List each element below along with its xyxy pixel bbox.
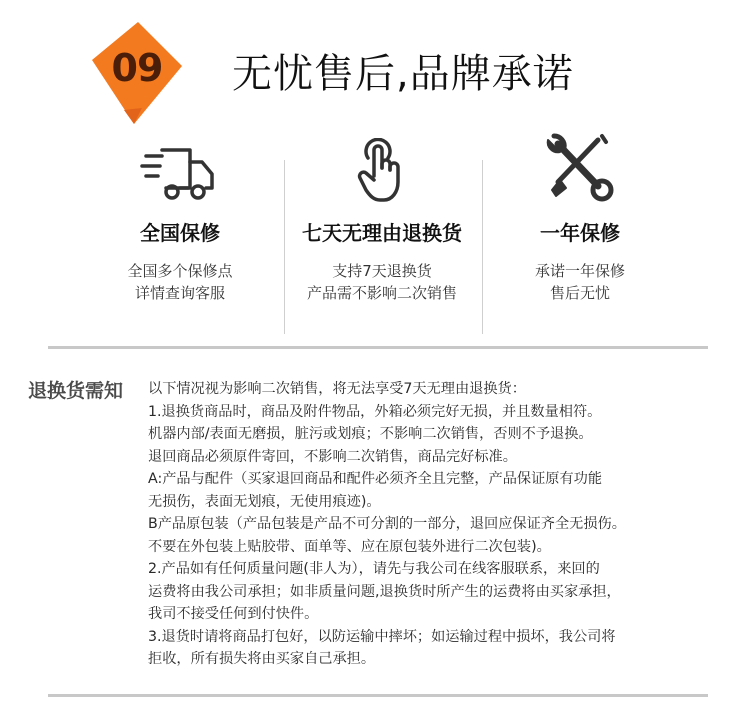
notice-line: 拒收，所有损失将由买家自己承担。	[148, 651, 376, 667]
notice-line: 我司不接受任何到付快件。	[148, 606, 319, 622]
feature-desc: 支持7天退换货	[332, 262, 432, 280]
wrench-screwdriver-icon	[544, 132, 616, 204]
feature-desc: 全国多个保修点	[127, 262, 233, 280]
badge-number: 09	[111, 46, 163, 90]
return-notice-label: 退换货需知	[28, 380, 124, 402]
notice-line: 3.退货时请将商品打包好，以防运输中摔坏；如运输过程中损坏，我公司将	[148, 628, 616, 645]
feature-seven-day-return	[282, 132, 482, 304]
feature-desc: 售后无忧	[549, 284, 610, 302]
notice-line: 无损伤，表面无划痕，无使用痕迹)。	[148, 493, 381, 510]
notice-line: 退回商品必须原件寄回，不影响二次销售，商品完好标准。	[148, 448, 517, 465]
feature-title: 七天无理由退换货	[302, 221, 462, 245]
touch-hand-icon	[352, 138, 412, 204]
feature-title: 全国保修	[140, 221, 220, 245]
feature-title: 一年保修	[540, 221, 620, 245]
notice-line: 运费将由我公司承担；如非质量问题,退换货时所产生的运费将由买家承担，	[148, 583, 621, 600]
feature-nationwide-warranty	[80, 132, 280, 304]
notice-line: 2.产品如有任何质量问题(非人为），请先与我公司在线客服联系，来回的	[148, 561, 600, 577]
notice-line: 不要在外包装上贴胶带、面单等、应在原包装外进行二次包装)。	[148, 538, 551, 555]
feature-desc: 承诺一年保修	[534, 262, 625, 280]
section-divider	[48, 694, 708, 697]
notice-line: 以下情况视为影响二次销售，将无法享受7天无理由退换货：	[148, 381, 526, 397]
section-number-badge	[92, 22, 184, 126]
notice-line: 1.退换货商品时，商品及附件物品，外箱必须完好无损，并且数量相符。	[148, 403, 602, 420]
section-divider	[48, 346, 708, 349]
feature-desc: 详情查询客服	[134, 284, 225, 302]
feature-one-year-warranty	[480, 132, 680, 304]
feature-desc: 产品需不影响二次销售	[306, 284, 457, 302]
page-title: 无忧售后,品牌承诺	[232, 51, 574, 97]
notice-line: A:产品与配件（买家退回商品和配件必须齐全且完整，产品保证原有功能	[148, 471, 603, 487]
notice-line: 机器内部/表面无磨损，脏污或划痕；不影响二次销售，否则不予退换。	[148, 426, 593, 442]
features-row	[0, 132, 750, 342]
notice-line: B产品原包装（产品包装是产品不可分割的一部分，退回应保证齐全无损伤。	[148, 516, 626, 532]
return-notice-body	[148, 378, 728, 671]
delivery-truck-icon	[140, 144, 220, 204]
